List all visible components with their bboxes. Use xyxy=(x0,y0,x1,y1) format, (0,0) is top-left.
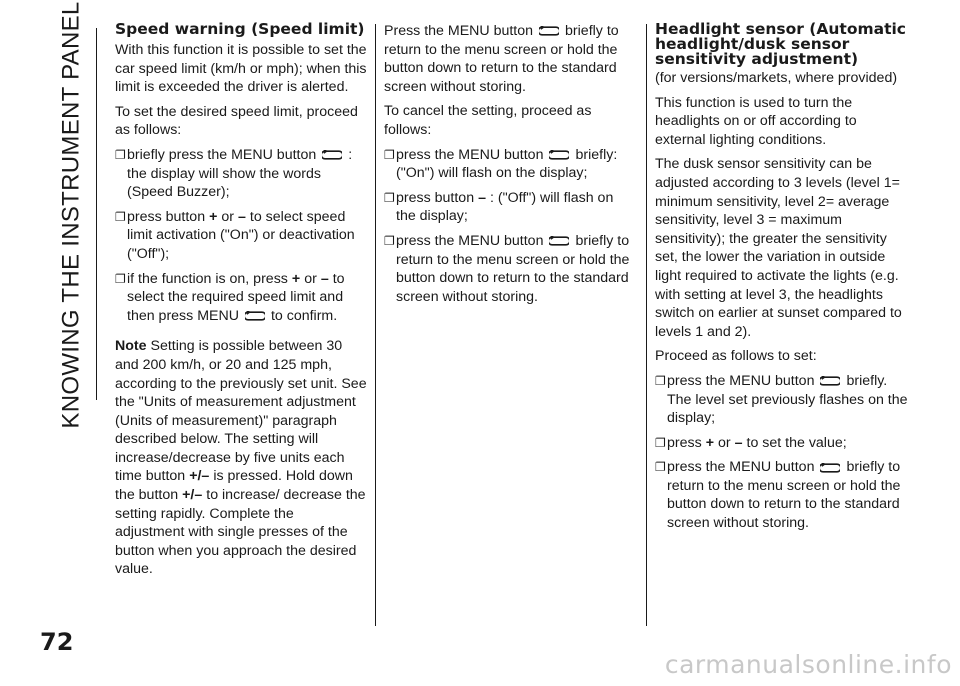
item-text: briefly to return to the menu screen or hold the button down to return to the standard screen without storing. xyxy=(396,232,630,305)
item-text: Press the MENU button xyxy=(384,23,534,39)
item-text: press xyxy=(667,434,702,451)
item-text: press button xyxy=(127,208,206,225)
item-text: press button xyxy=(396,189,475,206)
item-text: to select speed limit activation ("On") or deactivation ("Off"); xyxy=(127,208,355,262)
speed-warning-heading: Speed warning (Speed limit) xyxy=(115,20,365,38)
checkbox-bullet-icon: ❐ xyxy=(655,373,666,388)
item-text: : ("Off") will flash on the display; xyxy=(396,189,614,225)
minus-symbol: – xyxy=(320,270,329,287)
paragraph xyxy=(384,22,634,96)
menu-button-icon xyxy=(245,311,265,321)
item-text: or xyxy=(304,270,317,287)
item-text: : the display will show the words (Speed Buzzer); xyxy=(127,146,353,201)
checkbox-bullet-icon: ❐ xyxy=(115,147,126,162)
item-text: to set the value; xyxy=(746,434,847,451)
item-text: press the MENU button xyxy=(667,459,815,476)
subheading: (for versions/markets, where provided) xyxy=(655,70,898,86)
paragraph: Proceed as follows to set: xyxy=(655,348,817,365)
item-text: briefly to return to the menu screen or hold the button down to return to the standard screen without storing. xyxy=(384,23,619,95)
list-item xyxy=(115,208,367,264)
note-text: is pressed. Hold down the button xyxy=(115,468,353,504)
list-item xyxy=(655,458,910,532)
plus-minus-symbol: +/– xyxy=(189,468,210,485)
list-item xyxy=(655,434,910,453)
minus-symbol: – xyxy=(238,208,246,225)
paragraph: This function is used to turn the headlights on or off according to external lighting conditions. xyxy=(655,94,857,148)
checkbox-bullet-icon: ❐ xyxy=(655,435,666,450)
checkbox-bullet-icon: ❐ xyxy=(655,460,666,475)
note-paragraph xyxy=(115,337,367,579)
menu-button-icon xyxy=(549,150,569,160)
list-item xyxy=(384,232,634,306)
item-text: or xyxy=(221,208,235,225)
column-headlight-sensor xyxy=(655,22,910,539)
paragraph: To set the desired speed limit, proceed as follows: xyxy=(115,103,358,139)
item-text: briefly press the MENU button xyxy=(127,146,317,163)
list-item xyxy=(115,146,367,202)
menu-button-icon xyxy=(820,463,840,473)
item-text: if the function is on, press xyxy=(127,270,288,287)
list-item xyxy=(384,189,634,226)
section-side-title xyxy=(52,1,92,429)
watermark: carmanualsonline.info xyxy=(664,650,952,679)
paragraph: The dusk sensor sensitivity can be adjusted according to 3 levels (level 1= minimum sensitivity, level 2= average sensitivity, level 3 = maximum sensitivity); the greater the sensitivity set, the lower the variation in outside light required to activate the lights (e.g. with setting at level 3, the headlights switch on earlier at sunset compared to levels 1 and 2). xyxy=(655,156,902,340)
checkbox-bullet-icon: ❐ xyxy=(115,209,126,224)
plus-symbol: + xyxy=(209,208,218,225)
note-label: Note xyxy=(115,338,147,355)
minus-symbol: – xyxy=(478,189,486,206)
menu-button-icon xyxy=(820,376,840,386)
headlight-sensor-heading: Headlight sensor (Automatic headlight/dusk sensor sensitivity adjustment) xyxy=(655,20,906,68)
plus-symbol: + xyxy=(291,270,301,287)
list-item xyxy=(384,146,634,183)
checkbox-bullet-icon: ❐ xyxy=(384,190,395,205)
column-speed-warning-cont xyxy=(384,22,634,312)
item-text: briefly: ("On") will flash on the display; xyxy=(396,146,618,182)
item-text: press the MENU button xyxy=(396,232,544,249)
side-divider xyxy=(96,28,97,400)
list-item xyxy=(655,372,910,428)
item-text: to select the required speed limit and then press MENU xyxy=(127,270,345,324)
plus-symbol: + xyxy=(705,434,714,451)
list-item xyxy=(115,270,367,326)
column-divider-1 xyxy=(375,24,376,626)
checkbox-bullet-icon: ❐ xyxy=(384,233,395,248)
item-text: to confirm. xyxy=(270,307,338,324)
checkbox-bullet-icon: ❐ xyxy=(384,147,395,162)
checkbox-bullet-icon: ❐ xyxy=(115,271,126,286)
column-divider-2 xyxy=(646,24,647,626)
page-number: 72 xyxy=(40,628,74,656)
item-text: press the MENU button xyxy=(396,146,544,163)
item-text: briefly to return to the menu screen or hold the button down to return to the standard screen without storing. xyxy=(667,459,901,532)
item-text: press the MENU button xyxy=(667,372,815,389)
menu-button-icon xyxy=(322,150,342,160)
note-text: Setting is possible between 30 and 200 km/h, or 20 and 125 mph, according to the previously set unit. See the "Units of measurement adjustment (Units of measurement)" paragraph described below. The setting will increase/decrease by five units each time button xyxy=(115,338,367,485)
menu-button-icon xyxy=(539,26,559,36)
column-speed-warning xyxy=(115,22,367,585)
item-text: or xyxy=(718,434,731,451)
item-text: briefly. The level set previously flashes on the display; xyxy=(667,372,908,427)
plus-minus-symbol: +/– xyxy=(182,487,203,504)
menu-button-icon xyxy=(549,236,569,246)
minus-symbol: – xyxy=(734,434,743,451)
paragraph: To cancel the setting, proceed as follows: xyxy=(384,103,592,138)
note-text: to increase/ decrease the setting rapidly. Complete the adjustment with single presses of the button when you approach the desired value. xyxy=(115,487,366,578)
section-side-title-text: KNOWING THE INSTRUMENT PANEL xyxy=(58,1,85,429)
paragraph: With this function it is possible to set the car speed limit (km/h or mph); when this limit is exceeded the driver is alerted. xyxy=(115,42,367,96)
